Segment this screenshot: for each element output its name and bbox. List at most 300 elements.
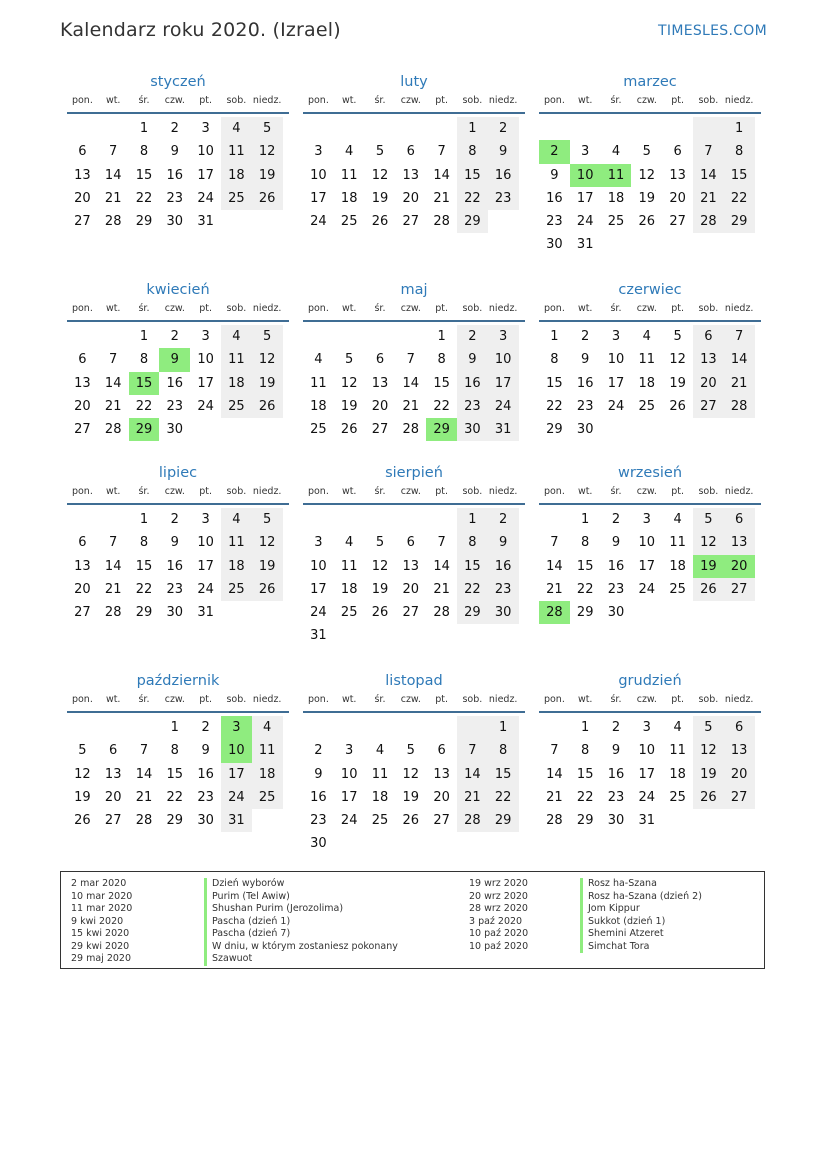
day-cell: 23 <box>166 398 184 414</box>
day-cell: 12 <box>252 531 283 554</box>
weekday-label: śr. <box>374 694 386 705</box>
day-cell: 18 <box>310 398 327 414</box>
day-cell: 18 <box>252 763 283 786</box>
weekday-label: pon. <box>543 486 565 497</box>
day-cell: 19 <box>669 375 686 391</box>
day-cell: 8 <box>488 739 519 762</box>
week-row <box>539 786 761 809</box>
day-cell: 31 <box>197 214 214 230</box>
legend-date: 10 paź 2020 <box>469 928 529 939</box>
day-cell: 5 <box>252 117 283 140</box>
day-cell: 30 <box>576 422 594 438</box>
week-row <box>67 140 289 163</box>
day-cell: 31 <box>310 628 327 644</box>
weekday-label: czw. <box>164 694 185 705</box>
weekday-label: sob. <box>698 694 719 705</box>
weekday-label: czw. <box>400 95 421 106</box>
week-row <box>303 187 525 210</box>
day-cell: 14 <box>104 558 122 574</box>
day-cell: 6 <box>437 743 446 759</box>
day-cell: 23 <box>197 789 214 805</box>
holiday-day-cell: 3 <box>221 716 252 739</box>
day-cell: 12 <box>693 531 724 554</box>
weekday-header <box>539 485 761 505</box>
week-row <box>303 601 525 624</box>
day-cell: 29 <box>576 605 594 621</box>
day-cell: 29 <box>546 422 563 438</box>
empty-cell <box>334 624 365 647</box>
day-cell: 8 <box>437 352 446 368</box>
day-cell: 28 <box>104 605 122 621</box>
day-cell: 24 <box>607 398 625 414</box>
day-cell: 29 <box>457 601 488 624</box>
empty-cell <box>662 117 693 140</box>
empty-cell <box>365 325 396 348</box>
legend-left-names <box>204 878 398 966</box>
legend-date: 20 wrz 2020 <box>469 890 528 902</box>
day-cell: 27 <box>433 813 450 829</box>
weekday-header <box>67 485 289 505</box>
day-cell: 24 <box>221 786 252 809</box>
day-cell: 23 <box>457 395 488 418</box>
day-cell: 1 <box>581 720 590 735</box>
day-cell: 12 <box>371 558 389 574</box>
day-cell: 28 <box>433 214 450 230</box>
day-cell: 16 <box>166 375 184 391</box>
weekday-label: wt. <box>341 486 357 497</box>
day-cell: 15 <box>433 375 450 391</box>
holiday-day-cell: 9 <box>159 348 190 371</box>
week-row <box>539 508 761 531</box>
day-cell: 8 <box>581 743 590 759</box>
month-name: wrzesień <box>617 465 683 481</box>
month-9 <box>67 669 289 832</box>
day-cell: 30 <box>166 214 184 230</box>
empty-cell <box>395 508 426 531</box>
day-cell: 30 <box>607 605 625 621</box>
week-row <box>303 395 525 418</box>
weekday-label: wt. <box>341 303 357 314</box>
day-cell: 6 <box>724 508 755 531</box>
empty-cell <box>98 508 129 531</box>
day-cell: 10 <box>488 348 519 371</box>
empty-cell <box>334 508 365 531</box>
holiday-legend <box>60 871 765 969</box>
legend-holiday-name: Pascha (dzień 7) <box>204 928 398 941</box>
day-cell: 31 <box>221 809 252 832</box>
weekday-label: czw. <box>636 95 657 106</box>
month-3 <box>67 278 289 441</box>
day-cell: 26 <box>669 398 686 414</box>
day-cell: 22 <box>135 398 153 414</box>
day-cell: 22 <box>135 190 153 206</box>
day-cell: 14 <box>104 167 122 183</box>
day-cell: 9 <box>550 167 559 183</box>
day-cell: 9 <box>611 535 621 551</box>
day-cell: 19 <box>340 398 358 414</box>
empty-cell <box>693 601 724 624</box>
day-cell: 18 <box>221 164 252 187</box>
weekday-label: śr. <box>138 486 150 497</box>
holiday-day-cell: 2 <box>539 140 570 163</box>
weekday-label: śr. <box>138 95 150 106</box>
week-row <box>67 716 289 739</box>
day-cell: 4 <box>345 144 354 160</box>
day-cell: 8 <box>581 535 590 551</box>
day-cell: 13 <box>74 558 91 574</box>
day-cell: 26 <box>402 813 420 829</box>
day-cell: 23 <box>166 581 184 597</box>
day-cell: 1 <box>437 329 446 344</box>
week-row <box>539 325 761 348</box>
weekday-label: czw. <box>164 303 185 314</box>
day-cell: 9 <box>488 140 519 163</box>
empty-cell <box>303 117 334 140</box>
day-cell: 9 <box>314 766 323 782</box>
day-cell: 15 <box>457 555 488 578</box>
week-row <box>67 508 289 531</box>
day-cell: 14 <box>693 164 724 187</box>
legend-date: 10 paź 2020 <box>469 940 529 952</box>
day-cell: 13 <box>104 766 122 782</box>
empty-cell <box>98 325 129 348</box>
day-cell: 21 <box>402 398 420 414</box>
weekday-label: niedz. <box>488 694 518 705</box>
empty-cell <box>631 117 662 140</box>
day-cell: 30 <box>488 601 519 624</box>
week-row <box>67 531 289 554</box>
day-cell: 3 <box>488 325 519 348</box>
day-cell: 3 <box>314 144 323 160</box>
day-cell: 21 <box>433 190 450 206</box>
empty-cell <box>662 809 693 832</box>
empty-cell <box>457 832 488 855</box>
day-cell: 6 <box>375 352 385 368</box>
day-cell: 30 <box>546 237 563 253</box>
day-cell: 29 <box>166 813 184 829</box>
day-cell: 18 <box>607 190 625 206</box>
legend-date: 28 wrz 2020 <box>469 903 528 914</box>
weekday-label: czw. <box>400 486 421 497</box>
day-cell: 4 <box>673 720 682 735</box>
day-cell: 26 <box>693 786 724 809</box>
day-cell: 20 <box>724 763 755 786</box>
week-row <box>67 786 289 809</box>
empty-cell <box>426 716 457 739</box>
holiday-day-cell: 29 <box>426 418 457 441</box>
day-cell: 18 <box>340 581 358 597</box>
week-row <box>303 809 525 832</box>
day-cell: 16 <box>488 164 519 187</box>
day-cell: 7 <box>406 352 415 368</box>
empty-cell <box>67 117 98 140</box>
day-cell: 2 <box>488 508 519 531</box>
day-cell: 12 <box>252 348 283 371</box>
day-cell: 17 <box>638 766 656 782</box>
empty-cell <box>601 233 632 256</box>
legend-left-dates <box>71 878 132 966</box>
day-cell: 18 <box>221 372 252 395</box>
weekday-label: śr. <box>374 303 386 314</box>
day-cell: 16 <box>576 375 594 391</box>
day-cell: 27 <box>371 422 389 438</box>
week-row <box>303 372 525 395</box>
day-cell: 19 <box>402 789 420 805</box>
weekday-label: pt. <box>199 486 212 497</box>
day-cell: 17 <box>197 375 214 391</box>
day-cell: 1 <box>488 716 519 739</box>
week-row <box>303 164 525 187</box>
day-cell: 3 <box>201 512 210 527</box>
day-cell: 17 <box>340 789 358 805</box>
empty-cell <box>67 325 98 348</box>
day-cell: 14 <box>433 167 450 183</box>
day-cell: 5 <box>375 144 385 160</box>
day-cell: 16 <box>546 190 563 206</box>
weekday-label: niedz. <box>724 694 754 705</box>
day-cell: 19 <box>638 190 656 206</box>
day-cell: 18 <box>221 555 252 578</box>
day-cell: 11 <box>252 739 283 762</box>
month-8 <box>539 461 761 624</box>
empty-cell <box>365 508 396 531</box>
day-cell: 27 <box>104 813 122 829</box>
empty-cell <box>395 832 426 855</box>
day-cell: 12 <box>669 352 686 368</box>
weekday-label: sob. <box>698 303 719 314</box>
day-cell: 1 <box>139 329 149 344</box>
week-row <box>67 555 289 578</box>
legend-date: 9 kwi 2020 <box>71 915 124 927</box>
weekday-label: pt. <box>671 303 684 314</box>
day-cell: 7 <box>457 739 488 762</box>
day-cell: 12 <box>371 167 389 183</box>
day-cell: 19 <box>371 581 389 597</box>
empty-cell <box>221 601 252 624</box>
weekday-label: niedz. <box>252 303 282 314</box>
day-cell: 25 <box>340 214 358 230</box>
weekday-label: wt. <box>577 486 593 497</box>
day-cell: 1 <box>581 512 590 527</box>
month-name: lipiec <box>158 465 198 481</box>
week-row <box>303 210 525 233</box>
day-cell: 2 <box>201 720 210 735</box>
day-cell: 8 <box>724 140 755 163</box>
weekday-label: pon. <box>307 95 329 106</box>
day-cell: 29 <box>135 214 153 230</box>
day-cell: 13 <box>724 739 755 762</box>
weekday-label: wt. <box>105 694 121 705</box>
day-cell: 28 <box>457 809 488 832</box>
day-cell: 9 <box>201 743 210 759</box>
day-cell: 9 <box>457 348 488 371</box>
empty-cell <box>662 233 693 256</box>
weekday-label: czw. <box>400 303 421 314</box>
day-cell: 5 <box>252 325 283 348</box>
day-cell: 4 <box>642 329 651 344</box>
day-cell: 4 <box>221 117 252 140</box>
day-cell: 5 <box>252 508 283 531</box>
day-cell: 4 <box>673 512 682 527</box>
empty-cell <box>365 624 396 647</box>
empty-cell <box>724 601 755 624</box>
day-cell: 9 <box>581 352 590 368</box>
empty-cell <box>662 601 693 624</box>
day-cell: 10 <box>310 167 327 183</box>
empty-cell <box>252 210 283 233</box>
day-cell: 5 <box>642 144 651 160</box>
day-cell: 3 <box>642 720 651 735</box>
day-cell: 19 <box>252 555 283 578</box>
legend-holiday-name: Shemini Atzeret <box>580 928 702 941</box>
day-cell: 18 <box>371 789 389 805</box>
day-cell: 26 <box>371 214 389 230</box>
day-cell: 5 <box>375 535 385 551</box>
day-cell: 16 <box>166 558 184 574</box>
day-cell: 10 <box>197 535 214 551</box>
day-cell: 4 <box>221 508 252 531</box>
week-row <box>67 372 289 395</box>
day-cell: 1 <box>139 512 149 527</box>
day-cell: 25 <box>252 786 283 809</box>
weekday-label: sob. <box>226 486 247 497</box>
empty-cell <box>426 624 457 647</box>
week-row <box>67 325 289 348</box>
weekday-header <box>303 94 525 114</box>
day-cell: 27 <box>402 214 420 230</box>
weekday-label: pt. <box>435 303 448 314</box>
empty-cell <box>334 716 365 739</box>
day-cell: 12 <box>74 766 91 782</box>
week-row <box>303 624 525 647</box>
day-cell: 2 <box>581 329 590 344</box>
week-row <box>539 164 761 187</box>
weekday-label: sob. <box>462 486 483 497</box>
day-cell: 30 <box>310 836 327 852</box>
day-cell: 1 <box>139 121 149 136</box>
day-cell: 16 <box>310 789 327 805</box>
legend-holiday-name: Dzień wyborów <box>204 878 398 891</box>
month-0 <box>67 70 289 233</box>
day-cell: 6 <box>693 325 724 348</box>
weekday-label: wt. <box>105 95 121 106</box>
day-cell: 17 <box>576 190 594 206</box>
holiday-day-cell: 10 <box>570 164 601 187</box>
weekday-label: pon. <box>543 303 565 314</box>
day-cell: 21 <box>724 372 755 395</box>
empty-cell <box>395 624 426 647</box>
empty-cell <box>395 716 426 739</box>
month-name: marzec <box>623 74 677 90</box>
day-cell: 20 <box>104 789 122 805</box>
day-cell: 15 <box>135 558 153 574</box>
weekday-label: pon. <box>307 486 329 497</box>
day-cell: 4 <box>345 535 354 551</box>
day-cell: 13 <box>433 766 450 782</box>
day-cell: 2 <box>170 512 179 527</box>
weekday-label: niedz. <box>488 303 518 314</box>
day-cell: 26 <box>693 578 724 601</box>
day-cell: 14 <box>104 375 122 391</box>
empty-cell <box>539 716 570 739</box>
day-cell: 11 <box>221 531 252 554</box>
legend-holiday-name: Jom Kippur <box>580 903 702 916</box>
day-cell: 9 <box>170 144 179 160</box>
day-cell: 26 <box>638 214 656 230</box>
day-cell: 6 <box>109 743 118 759</box>
weekday-label: pt. <box>199 303 212 314</box>
day-cell: 20 <box>74 190 91 206</box>
legend-holiday-name: Rosz ha-Szana <box>580 878 702 891</box>
day-cell: 28 <box>433 605 450 621</box>
holiday-day-cell: 15 <box>129 372 160 395</box>
month-name: październik <box>136 673 220 689</box>
day-cell: 11 <box>371 766 389 782</box>
weekday-label: pt. <box>671 486 684 497</box>
day-cell: 20 <box>669 190 686 206</box>
empty-cell <box>303 508 334 531</box>
day-cell: 12 <box>252 140 283 163</box>
day-cell: 13 <box>724 531 755 554</box>
empty-cell <box>693 233 724 256</box>
day-cell: 22 <box>488 786 519 809</box>
weekday-label: śr. <box>610 95 622 106</box>
day-cell: 8 <box>170 743 179 759</box>
day-cell: 27 <box>724 578 755 601</box>
week-row <box>67 809 289 832</box>
day-cell: 22 <box>724 187 755 210</box>
legend-holiday-name: Shushan Purim (Jerozolima) <box>204 903 398 916</box>
day-cell: 24 <box>488 395 519 418</box>
weekday-label: śr. <box>138 694 150 705</box>
day-cell: 11 <box>340 167 358 183</box>
week-row <box>539 555 761 578</box>
day-cell: 1 <box>724 117 755 140</box>
day-cell: 25 <box>221 578 252 601</box>
empty-cell <box>539 117 570 140</box>
weekday-label: czw. <box>164 95 185 106</box>
weekday-label: wt. <box>577 95 593 106</box>
weekday-label: pt. <box>435 95 448 106</box>
week-row <box>539 531 761 554</box>
day-cell: 19 <box>74 789 91 805</box>
day-cell: 14 <box>457 763 488 786</box>
day-cell: 8 <box>139 352 149 368</box>
day-cell: 22 <box>457 578 488 601</box>
weekday-label: śr. <box>610 486 622 497</box>
empty-cell <box>98 117 129 140</box>
empty-cell <box>252 809 283 832</box>
day-cell: 25 <box>310 422 327 438</box>
day-cell: 28 <box>104 422 122 438</box>
month-name: listopad <box>385 673 443 689</box>
week-row <box>539 763 761 786</box>
day-cell: 15 <box>724 164 755 187</box>
day-cell: 7 <box>550 743 559 759</box>
site-logo[interactable]: TIMESLES.COM <box>658 23 767 39</box>
weekday-label: czw. <box>164 486 185 497</box>
day-cell: 15 <box>576 558 594 574</box>
legend-holiday-name: Simchat Tora <box>580 941 702 954</box>
day-cell: 22 <box>433 398 450 414</box>
day-cell: 13 <box>402 558 420 574</box>
day-cell: 26 <box>340 422 358 438</box>
week-row <box>539 117 761 140</box>
day-cell: 14 <box>546 766 563 782</box>
empty-cell <box>570 117 601 140</box>
empty-cell <box>303 325 334 348</box>
day-cell: 21 <box>457 786 488 809</box>
